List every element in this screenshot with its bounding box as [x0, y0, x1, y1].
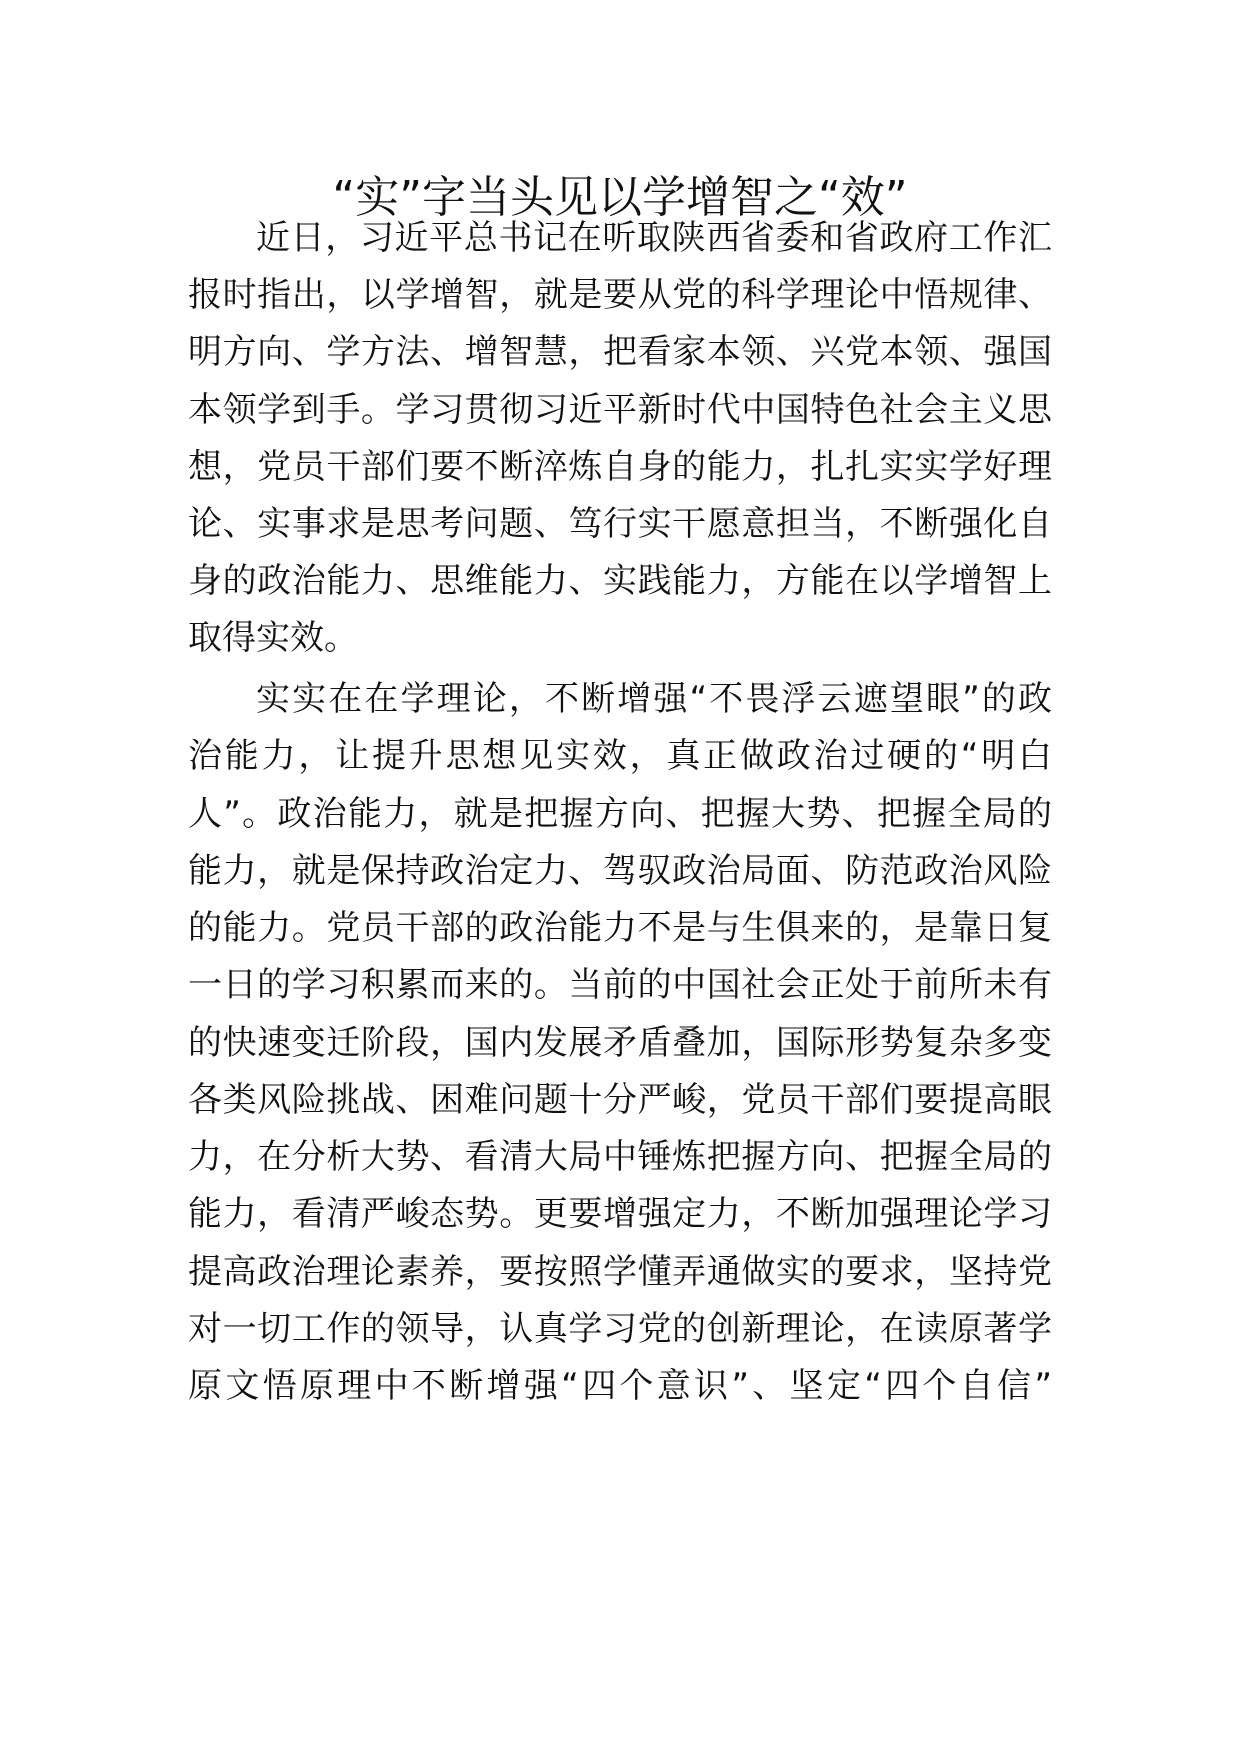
paragraph-line: 能力，就是保持政治定力、驾驭政治局面、防范政治风险	[188, 851, 1052, 891]
paragraph-line: 能力，看清严峻态势。更要增强定力，不断加强理论学习	[188, 1194, 1052, 1234]
document-title: “实”字当头见以学增智之“效”	[332, 172, 908, 223]
paragraph-line: 想，党员干部们要不断淬炼自身的能力，扎扎实实学好理	[188, 447, 1052, 487]
paragraph-line: 一日的学习积累而来的。当前的中国社会正处于前所未有	[188, 965, 1052, 1005]
paragraph-line: 近日，习近平总书记在听取陕西省委和省政府工作汇	[256, 218, 1052, 258]
paragraph-line: 原文悟原理中不断增强“四个意识”、坚定“四个自信”	[188, 1366, 1052, 1406]
paragraph-line: 治能力，让提升思想见实效，真正做政治过硬的“明白	[188, 736, 1052, 776]
paragraph-line: 提高政治理论素养，要按照学懂弄通做实的要求，坚持党	[188, 1252, 1052, 1292]
paragraph-line: 报时指出，以学增智，就是要从党的科学理论中悟规律、	[188, 275, 1052, 315]
paragraph-line: 的能力。党员干部的政治能力不是与生俱来的，是靠日复	[188, 908, 1052, 948]
paragraph-line: 力，在分析大势、看清大局中锤炼把握方向、把握全局的	[188, 1137, 1052, 1177]
paragraph-line: 论、实事求是思考问题、笃行实干愿意担当，不断强化自	[188, 504, 1052, 544]
paragraph-line: 取得实效。	[188, 618, 358, 658]
paragraph-line: 实实在在学理论，不断增强“不畏浮云遮望眼”的政	[256, 679, 1052, 719]
paragraph-line: 人”。政治能力，就是把握方向、把握大势、把握全局的	[188, 794, 1052, 834]
paragraph-line: 本领学到手。学习贯彻习近平新时代中国特色社会主义思	[188, 390, 1052, 430]
paragraph-line: 身的政治能力、思维能力、实践能力，方能在以学增智上	[188, 561, 1052, 601]
paragraph-line: 对一切工作的领导，认真学习党的创新理论，在读原著学	[188, 1309, 1052, 1349]
paragraph-line: 各类风险挑战、困难问题十分严峻，党员干部们要提高眼	[188, 1080, 1052, 1120]
paragraph-line: 明方向、学方法、增智慧，把看家本领、兴党本领、强国	[188, 332, 1052, 372]
paragraph-line: 的快速变迁阶段，国内发展矛盾叠加，国际形势复杂多变	[188, 1023, 1052, 1063]
